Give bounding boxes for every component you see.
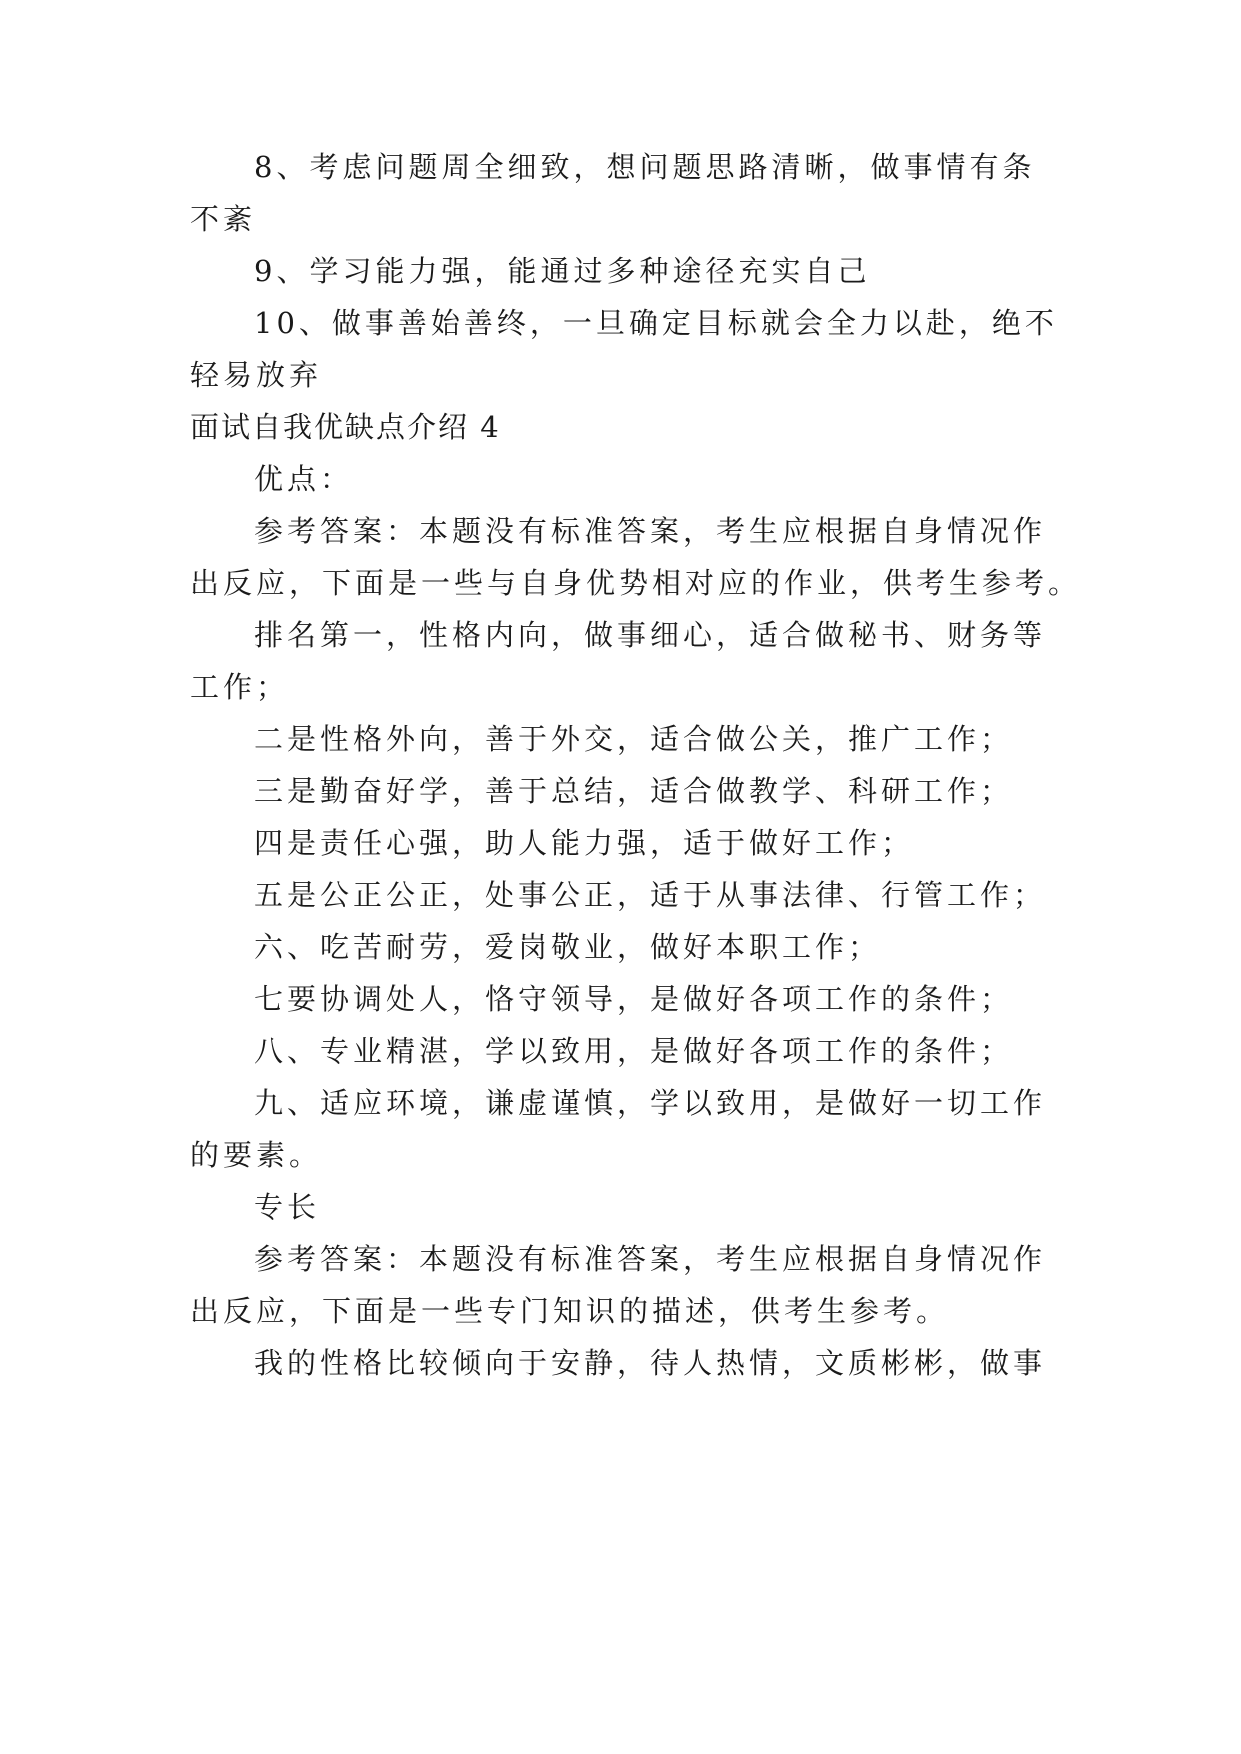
strength-item-5: 五是公正公正，处事公正，适于从事法律、行管工作； (254, 878, 1047, 912)
strength-item-1-line2: 工作； (190, 670, 290, 704)
specialty-label: 专长 (254, 1190, 321, 1224)
list-item-8-line2: 不紊 (190, 202, 257, 236)
list-item-10-line1: 10、做事善始善终，一旦确定目标就会全力以赴，绝不 (254, 306, 1058, 340)
list-item-8-line1: 8、考虑问题周全细致，想问题思路清晰，做事情有条 (254, 150, 1036, 184)
strengths-label: 优点： (254, 462, 354, 496)
specialty-intro-line2: 出反应，下面是一些专门知识的描述，供考生参考。 (190, 1294, 950, 1328)
strength-item-1-line1: 排名第一，性格内向，做事细心，适合做秘书、财务等 (254, 618, 1047, 652)
strength-item-8: 八、专业精湛，学以致用，是做好各项工作的条件； (254, 1034, 1014, 1068)
section-title: 面试自我优缺点介绍 4 (190, 410, 501, 444)
closing-paragraph-line: 我的性格比较倾向于安静，待人热情，文质彬彬，做事 (254, 1346, 1047, 1380)
strengths-intro-line1: 参考答案：本题没有标准答案，考生应根据自身情况作 (254, 514, 1047, 548)
list-item-9: 9、学习能力强，能通过多种途径充实自己 (254, 254, 871, 288)
strength-item-4: 四是责任心强，助人能力强，适于做好工作； (254, 826, 915, 860)
specialty-intro-line1: 参考答案：本题没有标准答案，考生应根据自身情况作 (254, 1242, 1047, 1276)
list-item-10-line2: 轻易放弃 (190, 358, 323, 392)
strength-item-6: 六、吃苦耐劳，爱岗敬业，做好本职工作； (254, 930, 882, 964)
strength-item-7: 七要协调处人，恪守领导，是做好各项工作的条件； (254, 982, 1014, 1016)
strength-item-9-line1: 九、适应环境，谦虚谨慎，学以致用，是做好一切工作 (254, 1086, 1047, 1120)
strength-item-2: 二是性格外向，善于外交，适合做公关，推广工作； (254, 722, 1014, 756)
strength-item-3: 三是勤奋好学，善于总结，适合做教学、科研工作； (254, 774, 1014, 808)
strengths-intro-line2: 出反应，下面是一些与自身优势相对应的作业，供考生参考。 (190, 566, 1082, 600)
strength-item-9-line2: 的要素。 (190, 1138, 323, 1172)
